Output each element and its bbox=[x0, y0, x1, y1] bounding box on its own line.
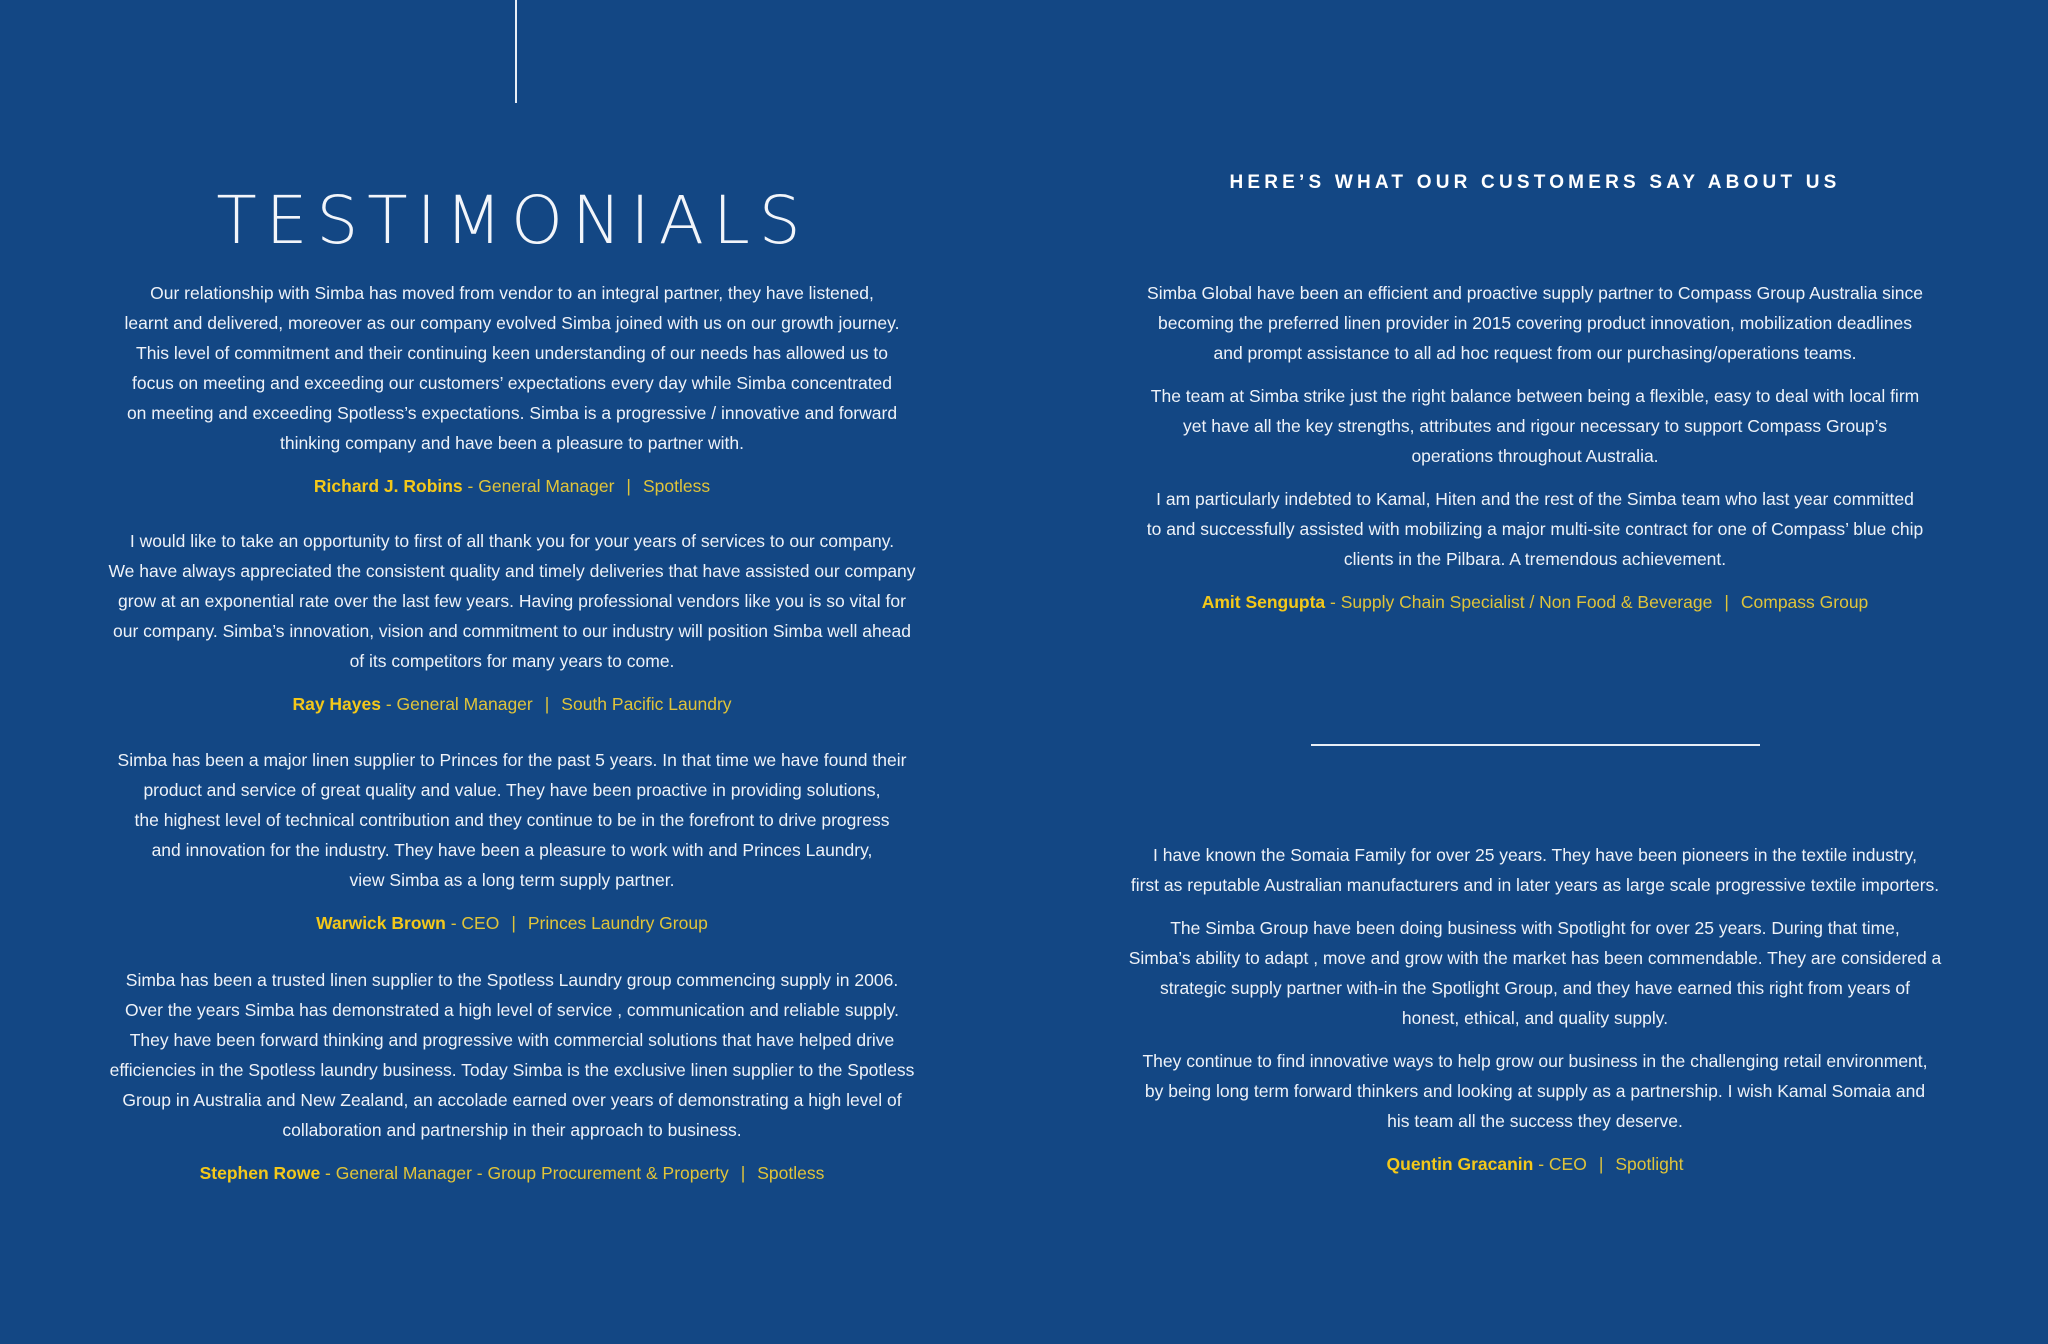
text-line: Simba Global have been an efficient and proactive supply partner to Compass Group Australia since bbox=[1147, 283, 1923, 303]
author-role: - CEO bbox=[445, 913, 500, 933]
text-line: Simba has been a trusted linen supplier to the Spotless Laundry group commencing supply in 2006. bbox=[125, 970, 899, 990]
author-name: Stephen Rowe bbox=[199, 1163, 321, 1183]
text-line: Simba has been a major linen supplier to Princes for the past 5 years. In that time we have found their bbox=[117, 750, 907, 770]
text-line: The Simba Group have been doing business with Spotlight for over 25 years. During that time, bbox=[1170, 918, 1900, 938]
text-line: Group in Australia and New Zealand, an accolade earned over years of demonstrating a high level of bbox=[122, 1090, 902, 1110]
author-name: Warwick Brown bbox=[316, 913, 446, 933]
page-title: TESTIMONIALS bbox=[216, 182, 810, 260]
author-name: Amit Sengupta bbox=[1201, 592, 1326, 612]
text-line: focus on meeting and exceeding our customers’ expectations every day while Simba concentrated bbox=[131, 373, 893, 393]
testimonial-paragraph bbox=[62, 745, 962, 895]
testimonial-signature bbox=[1085, 1149, 1985, 1179]
testimonial-signature bbox=[1085, 587, 1985, 617]
testimonial-paragraph bbox=[62, 965, 962, 1145]
text-line: on meeting and exceeding Spotless’s expectations. Simba is a progressive / innovative and forward bbox=[126, 403, 898, 423]
text-line: our company. Simba’s innovation, vision and commitment to our industry will position Simba well ahead bbox=[113, 621, 911, 641]
section-subtitle: HERE’S WHAT OUR CUSTOMERS SAY ABOUT US bbox=[1229, 172, 1841, 193]
separator: | bbox=[740, 1163, 746, 1183]
author-company: Spotless bbox=[642, 476, 711, 496]
testimonial bbox=[62, 745, 962, 938]
text-line: We have always appreciated the consistent quality and timely deliveries that have assisted our company bbox=[108, 561, 916, 581]
testimonial-paragraph bbox=[1085, 840, 1985, 900]
text-line: grow at an exponential rate over the last few years. Having professional vendors like you is so vital for bbox=[118, 591, 906, 611]
text-line: I would like to take an opportunity to first of all thank you for your years of services to our company. bbox=[129, 531, 895, 551]
separator: | bbox=[1598, 1154, 1604, 1174]
text-line: Simba’s ability to adapt , move and grow with the market has been commendable. They are considered a bbox=[1128, 948, 1942, 968]
testimonial bbox=[1085, 840, 1985, 1179]
author-role: - General Manager bbox=[462, 476, 615, 496]
text-line: Over the years Simba has demonstrated a high level of service , communication and reliable supply. bbox=[125, 1000, 899, 1020]
text-line: They have been forward thinking and progressive with commercial solutions that have helped drive bbox=[129, 1030, 895, 1050]
author-company: Compass Group bbox=[1740, 592, 1869, 612]
text-line: I am particularly indebted to Kamal, Hiten and the rest of the Simba team who last year committed bbox=[1156, 489, 1914, 509]
text-line: honest, ethical, and quality supply. bbox=[1401, 1008, 1669, 1028]
testimonial bbox=[1085, 278, 1985, 617]
testimonial-signature bbox=[62, 1158, 962, 1188]
text-line: Our relationship with Simba has moved from vendor to an integral partner, they have listened, bbox=[150, 283, 874, 303]
testimonial-paragraph bbox=[1085, 484, 1985, 574]
author-role: - General Manager - Group Procurement & Property bbox=[320, 1163, 729, 1183]
text-line: clients in the Pilbara. A tremendous achievement. bbox=[1343, 549, 1727, 569]
testimonial-paragraph bbox=[1085, 381, 1985, 471]
text-line: view Simba as a long term supply partner. bbox=[349, 870, 675, 890]
text-line: and innovation for the industry. They have been a pleasure to work with and Princes Laundry, bbox=[151, 840, 873, 860]
text-line: The team at Simba strike just the right balance between being a flexible, easy to deal with local firm bbox=[1150, 386, 1920, 406]
testimonial-signature bbox=[62, 908, 962, 938]
text-line: This level of commitment and their continuing keen understanding of our needs has allowed us to bbox=[136, 343, 888, 363]
text-line: yet have all the key strengths, attributes and rigour necessary to support Compass Group’s bbox=[1183, 416, 1887, 436]
text-line: by being long term forward thinkers and looking at supply as a partnership. I wish Kamal Somaia and bbox=[1144, 1081, 1926, 1101]
testimonial bbox=[62, 526, 962, 719]
testimonial-paragraph bbox=[1085, 913, 1985, 1033]
testimonial-paragraph bbox=[62, 526, 962, 676]
author-name: Ray Hayes bbox=[292, 694, 381, 714]
testimonial-paragraph bbox=[1085, 278, 1985, 368]
text-line: learnt and delivered, moreover as our company evolved Simba joined with us on our growth journey. bbox=[124, 313, 900, 333]
text-line: efficiencies in the Spotless laundry business. Today Simba is the exclusive linen supplier to the Spotless bbox=[109, 1060, 915, 1080]
author-company: Princes Laundry Group bbox=[527, 913, 708, 933]
author-name: Quentin Gracanin bbox=[1386, 1154, 1534, 1174]
testimonial bbox=[62, 965, 962, 1188]
text-line: collaboration and partnership in their approach to business. bbox=[282, 1120, 742, 1140]
author-role: - CEO bbox=[1533, 1154, 1587, 1174]
text-line: and prompt assistance to all ad hoc request from our purchasing/operations teams. bbox=[1213, 343, 1857, 363]
separator: | bbox=[511, 913, 516, 933]
text-line: product and service of great quality and value. They have been proactive in providing solutions, bbox=[143, 780, 881, 800]
divider bbox=[1311, 744, 1760, 746]
text-line: strategic supply partner with-in the Spotlight Group, and they have earned this right from years of bbox=[1160, 978, 1910, 998]
testimonial-paragraph bbox=[62, 278, 962, 458]
separator: | bbox=[626, 476, 631, 496]
text-line: his team all the success they deserve. bbox=[1387, 1111, 1683, 1131]
decorative-vertical-line bbox=[515, 0, 517, 103]
text-line: They continue to find innovative ways to help grow our business in the challenging retail environment, bbox=[1142, 1051, 1928, 1071]
text-line: thinking company and have been a pleasure to partner with. bbox=[279, 433, 745, 453]
author-company: South Pacific Laundry bbox=[561, 694, 732, 714]
author-company: Spotlight bbox=[1615, 1154, 1684, 1174]
separator: | bbox=[1724, 592, 1729, 612]
text-line: I have known the Somaia Family for over 25 years. They have been pioneers in the textile industry, bbox=[1153, 845, 1917, 865]
author-name: Richard J. Robins bbox=[313, 476, 463, 496]
testimonial-signature bbox=[62, 471, 962, 501]
testimonial-paragraph bbox=[1085, 1046, 1985, 1136]
separator: | bbox=[544, 694, 550, 714]
text-line: of its competitors for many years to come. bbox=[349, 651, 675, 671]
testimonial-signature bbox=[62, 689, 962, 719]
testimonial bbox=[62, 278, 962, 501]
author-company: Spotless bbox=[757, 1163, 825, 1183]
text-line: to and successfully assisted with mobilizing a major multi-site contract for one of Compass’ blue chip bbox=[1146, 519, 1924, 539]
author-role: - Supply Chain Specialist / Non Food & Beverage bbox=[1325, 592, 1713, 612]
text-line: operations throughout Australia. bbox=[1411, 446, 1659, 466]
author-role: - General Manager bbox=[381, 694, 533, 714]
text-line: first as reputable Australian manufacturers and in later years as large scale progressive textile importers. bbox=[1130, 875, 1940, 895]
text-line: becoming the preferred linen provider in 2015 covering product innovation, mobilization deadlines bbox=[1158, 313, 1912, 333]
text-line: the highest level of technical contribution and they continue to be in the forefront to drive progress bbox=[134, 810, 890, 830]
